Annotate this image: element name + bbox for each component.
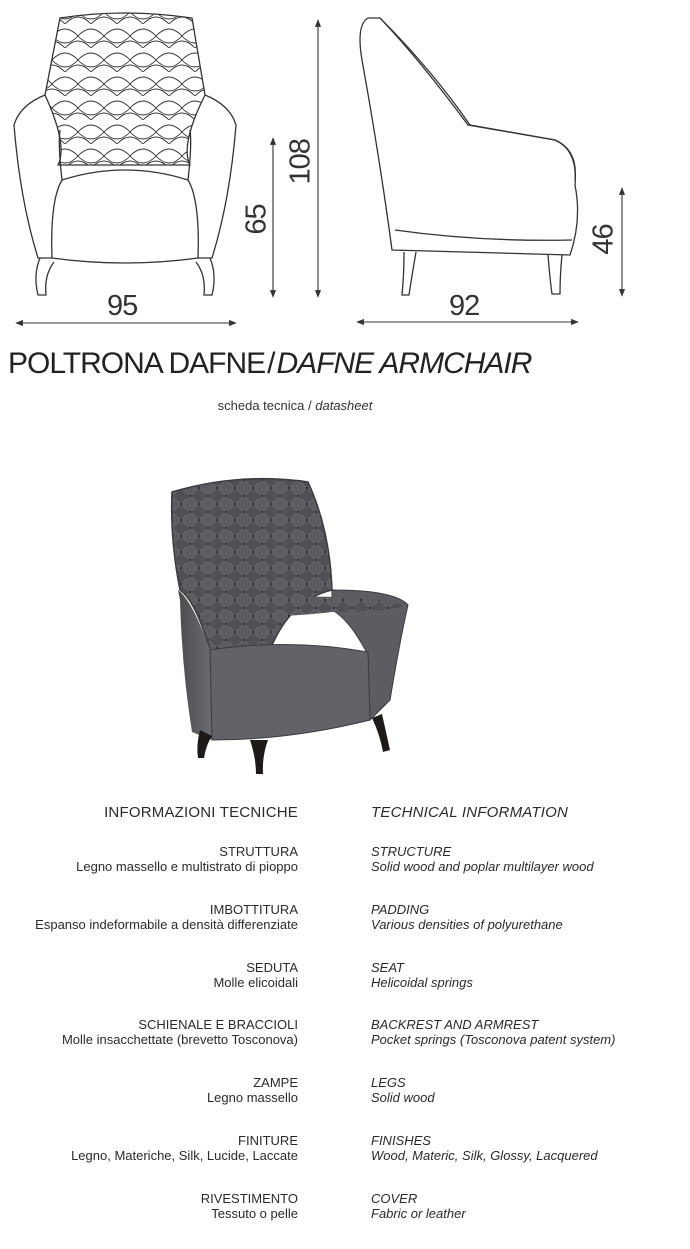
front-seat-cushion: [62, 170, 188, 180]
side-back-outline: [360, 18, 578, 255]
spec-label: FINISHES: [371, 1132, 431, 1148]
subtitle-separator: /: [308, 398, 312, 413]
side-back-leg: [402, 252, 416, 295]
spec-value: Pocket springs (Tosconova patent system): [371, 1032, 616, 1048]
spec-item: [0, 844, 298, 902]
technical-info-english: [371, 800, 671, 1249]
spec-value: Legno, Materiche, Silk, Lucide, Laccate: [71, 1147, 298, 1163]
side-view-drawing: [360, 18, 578, 295]
side-seat-line: [395, 230, 572, 240]
title-english: DAFNE ARMCHAIR: [276, 347, 532, 380]
technical-info-italian: [0, 800, 298, 1249]
spec-value: Legno massello: [206, 1090, 298, 1106]
spec-item: [371, 1191, 671, 1249]
spec-item: [0, 1133, 298, 1191]
spec-label: IMBOTTITURA: [209, 901, 298, 917]
technical-info-english-heading: TECHNICAL INFORMATION: [371, 804, 568, 821]
photo-seat: [210, 644, 370, 740]
spec-label: RIVESTIMENTO: [200, 1190, 298, 1206]
spec-item: [371, 902, 671, 960]
spec-item: [0, 1017, 298, 1075]
spec-value: Helicoidal springs: [371, 974, 473, 990]
spec-value: Fabric or leather: [371, 1205, 466, 1221]
spec-item: [0, 960, 298, 1018]
spec-label: SEDUTA: [246, 959, 298, 975]
page-title: [8, 344, 531, 384]
side-front-leg: [548, 255, 562, 294]
armchair-photo: [100, 440, 480, 780]
subtitle-english: datasheet: [315, 398, 373, 413]
front-seat-base: [52, 258, 198, 263]
title-separator: /: [267, 347, 275, 380]
dimension-leg-height: 46: [587, 224, 620, 255]
page-subtitle: [0, 398, 590, 413]
spec-label: PADDING: [371, 901, 430, 917]
spec-label: LEGS: [371, 1075, 406, 1091]
technical-drawings: [0, 0, 690, 340]
spec-item: [0, 902, 298, 960]
spec-item: [371, 844, 671, 902]
spec-label: ZAMPE: [253, 1075, 298, 1091]
front-right-leg: [196, 258, 214, 295]
dimension-width: 95: [107, 290, 138, 322]
spec-label: STRUTTURA: [219, 844, 298, 859]
spec-value: Wood, Materic, Silk, Glossy, Lacquered: [371, 1147, 598, 1163]
spec-label: STRUCTURE: [371, 844, 452, 859]
spec-label: COVER: [371, 1190, 418, 1206]
spec-value: Molle insacchettate (brevetto Tosconova): [61, 1032, 298, 1048]
spec-item: [0, 1191, 298, 1249]
front-backrest-outline: [45, 13, 205, 165]
spec-label: BACKREST AND ARMREST: [371, 1017, 539, 1033]
spec-item: [371, 1017, 671, 1075]
title-italian: POLTRONA DAFNE: [8, 347, 266, 380]
front-right-arm: [188, 95, 236, 258]
spec-value: Molle elicoidali: [213, 974, 298, 990]
subtitle-italian: scheda tecnica: [217, 398, 305, 413]
technical-info-italian-heading: INFORMAZIONI TECNICHE: [104, 804, 298, 821]
spec-item: [371, 1133, 671, 1191]
spec-label: FINITURE: [238, 1132, 298, 1148]
dimension-depth: 92: [449, 290, 480, 322]
side-arm-roll: [470, 125, 575, 180]
spec-value: Various densities of polyurethane: [371, 916, 563, 932]
spec-item: [371, 960, 671, 1018]
spec-value: Legno massello e multistrato di pioppo: [76, 859, 298, 874]
front-left-leg: [36, 258, 54, 295]
spec-item: [371, 1075, 671, 1133]
spec-value: Solid wood: [371, 1090, 435, 1106]
front-view-drawing: [14, 13, 236, 295]
spec-label: SCHIENALE E BRACCIOLI: [138, 1017, 298, 1033]
dimension-seat-height: 65: [240, 204, 273, 235]
dimension-height: 108: [284, 139, 317, 185]
spec-value: Solid wood and poplar multilayer wood: [371, 859, 594, 874]
spec-value: Tessuto o pelle: [211, 1205, 298, 1221]
spec-item: [0, 1075, 298, 1133]
spec-label: SEAT: [371, 959, 404, 975]
spec-value: Espanso indeformabile a densità differenziate: [35, 916, 298, 932]
